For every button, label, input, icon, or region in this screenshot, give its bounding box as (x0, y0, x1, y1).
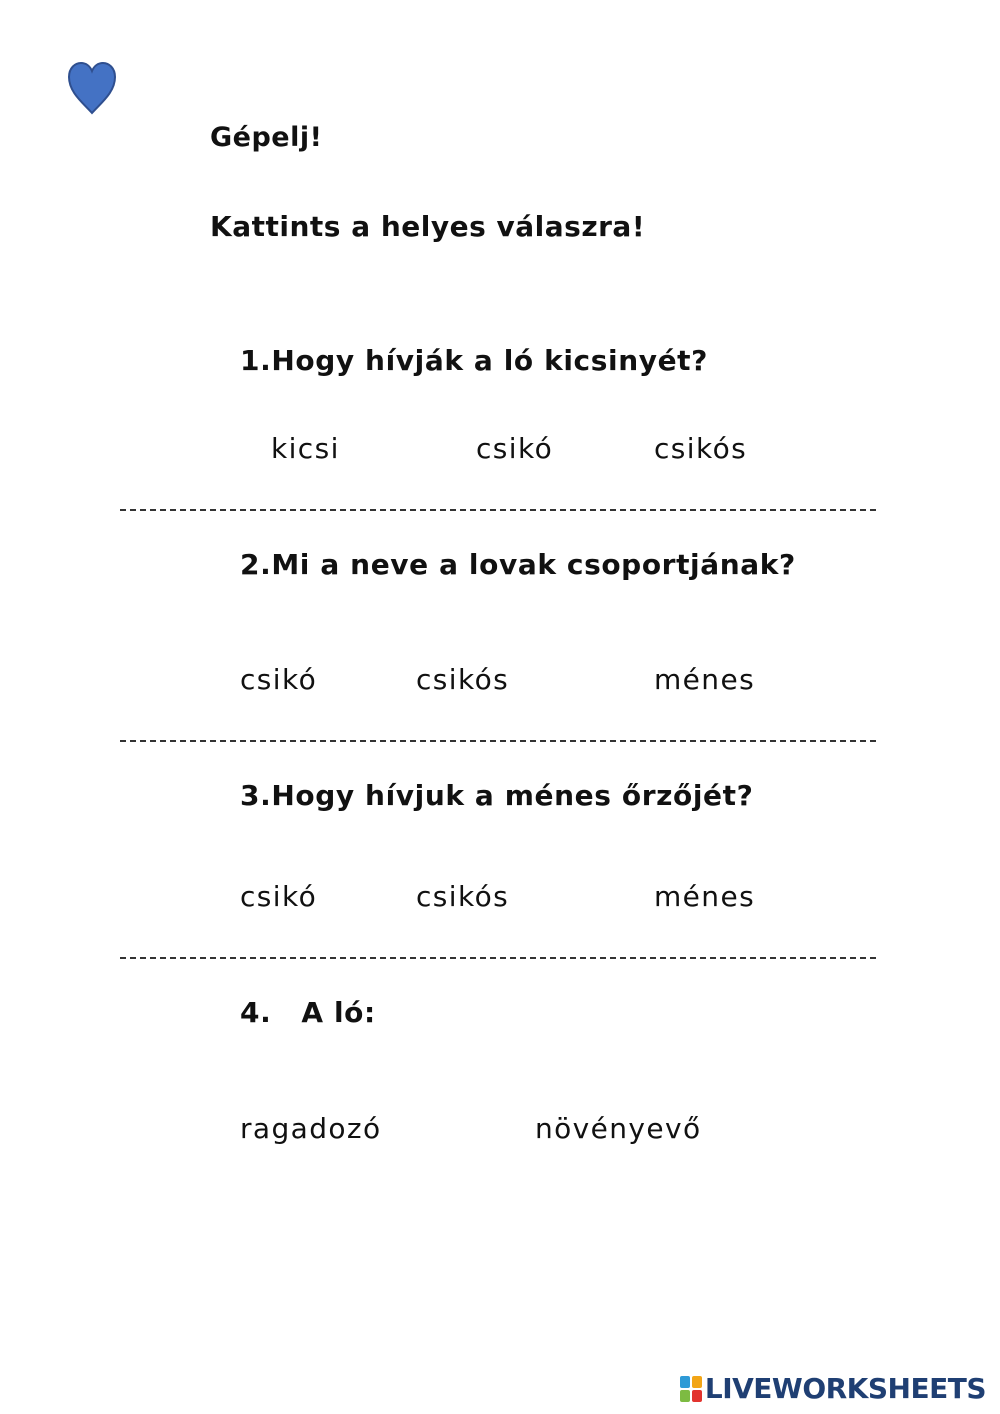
question-number: 2. (240, 548, 272, 581)
question-2 (240, 548, 796, 581)
question-1 (240, 344, 708, 377)
question-text: A ló: (301, 996, 376, 1029)
answer-option-q2-csikos[interactable]: csikós (416, 663, 510, 696)
answer-option-q3-csiko[interactable]: csikó (240, 880, 318, 913)
answer-option-q1-kicsi[interactable]: kicsi (271, 432, 340, 465)
question-number: 3. (240, 779, 272, 812)
answer-option-q3-csikos[interactable]: csikós (416, 880, 510, 913)
divider-3 (120, 957, 876, 959)
page-title: Gépelj! (210, 122, 323, 153)
divider-2 (120, 740, 876, 742)
liveworksheets-logo-icon (680, 1376, 702, 1402)
answer-option-q4-ragadozo[interactable]: ragadozó (240, 1112, 382, 1145)
question-3 (240, 779, 753, 812)
answer-option-q1-csiko[interactable]: csikó (476, 432, 554, 465)
logo-text: LIVEWORKSHEETS (704, 1372, 986, 1405)
question-text: Mi a neve a lovak csoportjának? (271, 548, 796, 581)
answer-option-q2-menes[interactable]: ménes (654, 663, 756, 696)
answer-option-q4-novenyevo[interactable]: növényevő (535, 1112, 702, 1145)
liveworksheets-logo (680, 1372, 986, 1405)
heart-icon (66, 60, 118, 116)
question-number: 4. (240, 996, 272, 1029)
question-4 (240, 996, 376, 1029)
divider-1 (120, 509, 876, 511)
instruction-text: Kattints a helyes válaszra! (210, 210, 646, 243)
answer-option-q3-menes[interactable]: ménes (654, 880, 756, 913)
question-text: Hogy hívjuk a ménes őrzőjét? (271, 779, 754, 812)
question-number: 1. (240, 344, 272, 377)
answer-option-q2-csiko[interactable]: csikó (240, 663, 318, 696)
answer-option-q1-csikos[interactable]: csikós (654, 432, 748, 465)
question-text: Hogy hívják a ló kicsinyét? (271, 344, 708, 377)
